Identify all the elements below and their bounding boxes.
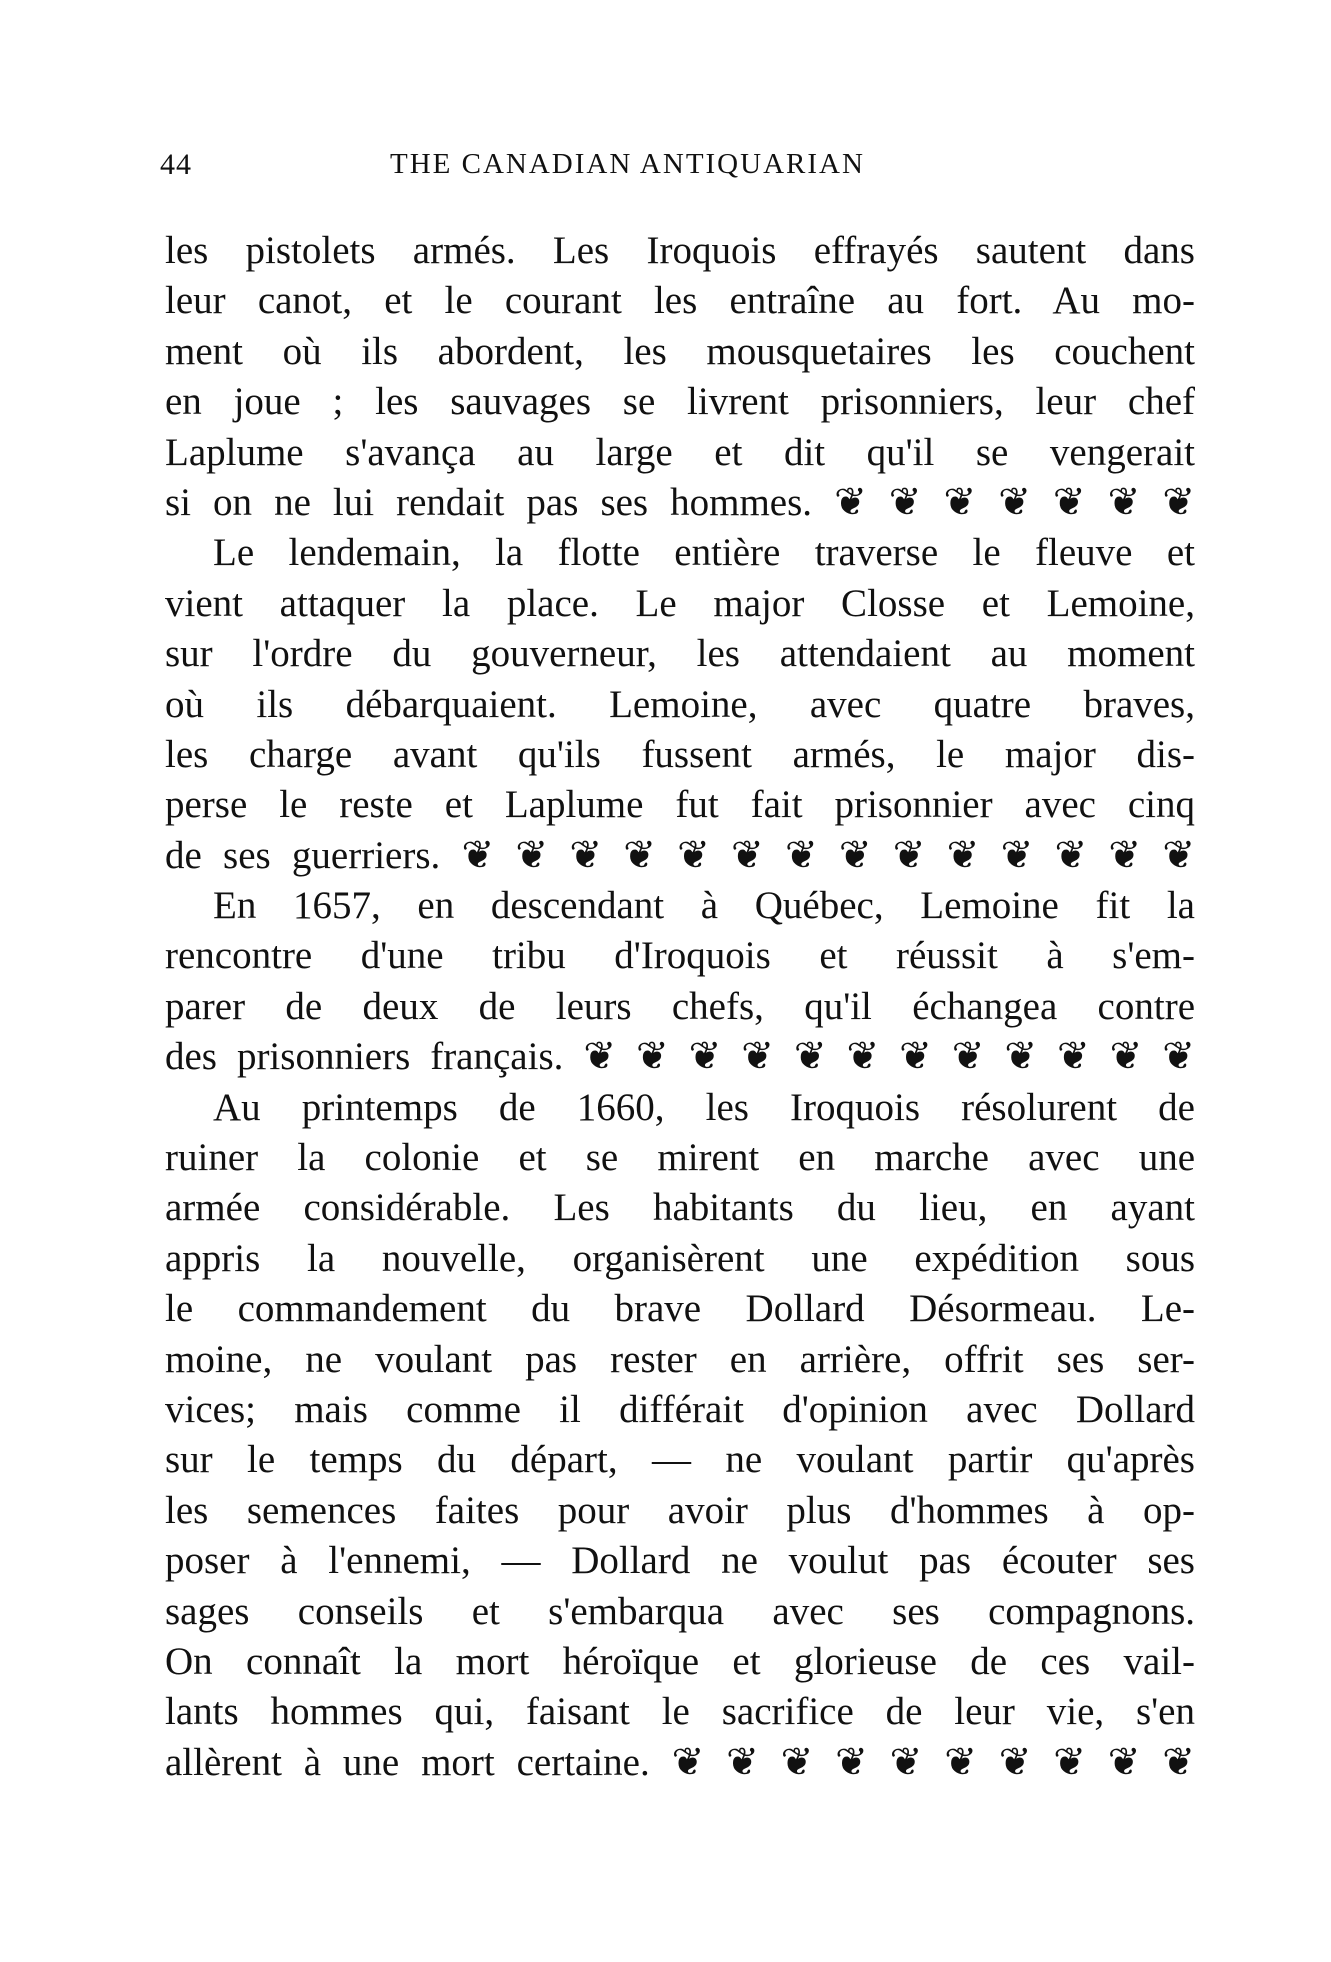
text-line: les charge avant qu'ils fussent armés, le major dis-: [165, 732, 1195, 776]
running-head: [160, 148, 1170, 188]
text-line: perse le reste et Laplume fut fait prisonnier avec cinq: [165, 783, 1195, 827]
text-line: les semences faites pour avoir plus d'hommes à op-: [165, 1488, 1195, 1532]
text-line: sur le temps du départ, — ne voulant partir qu'après: [165, 1438, 1195, 1482]
text-line: où ils débarquaient. Lemoine, avec quatre braves,: [165, 682, 1195, 726]
text-line: vient attaquer la place. Le major Closse et Lemoine,: [165, 581, 1195, 625]
text-line: des prisonniers français. ❦ ❦ ❦ ❦ ❦ ❦ ❦ ❦ ❦ ❦ ❦ ❦: [165, 1035, 1195, 1079]
text-line: ruiner la colonie et se mirent en marche avec une: [165, 1136, 1195, 1180]
text-line: parer de deux de leurs chefs, qu'il échangea contre: [165, 984, 1195, 1028]
text-line: lants hommes qui, faisant le sacrifice de leur vie, s'en: [165, 1690, 1195, 1734]
text-line: le commandement du brave Dollard Désormeau. Le-: [165, 1287, 1195, 1331]
text-line: leur canot, et le courant les entraîne au fort. Au mo-: [165, 279, 1195, 323]
text-line: poser à l'ennemi, — Dollard ne voulut pas écouter ses: [165, 1539, 1195, 1583]
text-line: si on ne lui rendait pas ses hommes. ❦ ❦ ❦ ❦ ❦ ❦ ❦: [165, 480, 1195, 524]
text-line: vices; mais comme il différait d'opinion avec Dollard: [165, 1387, 1195, 1431]
body-text: [165, 226, 1195, 1788]
text-line: allèrent à une mort certaine. ❦ ❦ ❦ ❦ ❦ ❦ ❦ ❦ ❦ ❦: [165, 1740, 1195, 1784]
text-line: ment où ils abordent, les mousquetaires les couchent: [165, 329, 1195, 373]
text-line: rencontre d'une tribu d'Iroquois et réussit à s'em-: [165, 934, 1195, 978]
text-line: On connaît la mort héroïque et glorieuse de ces vail-: [165, 1639, 1195, 1683]
paragraph-first-line: Le lendemain, la flotte entière traverse le fleuve et: [213, 531, 1195, 575]
page-number: 44: [160, 148, 192, 181]
paragraph-first-line: Au printemps de 1660, les Iroquois résolurent de: [213, 1085, 1195, 1129]
text-line: appris la nouvelle, organisèrent une expédition sous: [165, 1236, 1195, 1280]
text-line: armée considérable. Les habitants du lieu, en ayant: [165, 1186, 1195, 1230]
text-line: Laplume s'avança au large et dit qu'il se vengerait: [165, 430, 1195, 474]
text-line: sur l'ordre du gouverneur, les attendaient au moment: [165, 632, 1195, 676]
text-line: en joue ; les sauvages se livrent prisonniers, leur chef: [165, 380, 1195, 424]
text-line: moine, ne voulant pas rester en arrière, offrit ses ser-: [165, 1337, 1195, 1381]
running-title: THE CANADIAN ANTIQUARIAN: [390, 148, 865, 180]
paragraph-first-line: En 1657, en descendant à Québec, Lemoine fit la: [213, 884, 1195, 928]
text-line: de ses guerriers. ❦ ❦ ❦ ❦ ❦ ❦ ❦ ❦ ❦ ❦ ❦ ❦ ❦ ❦: [165, 833, 1195, 877]
text-line: sages conseils et s'embarqua avec ses compagnons.: [165, 1589, 1195, 1633]
text-line: les pistolets armés. Les Iroquois effrayés sautent dans: [165, 229, 1195, 272]
